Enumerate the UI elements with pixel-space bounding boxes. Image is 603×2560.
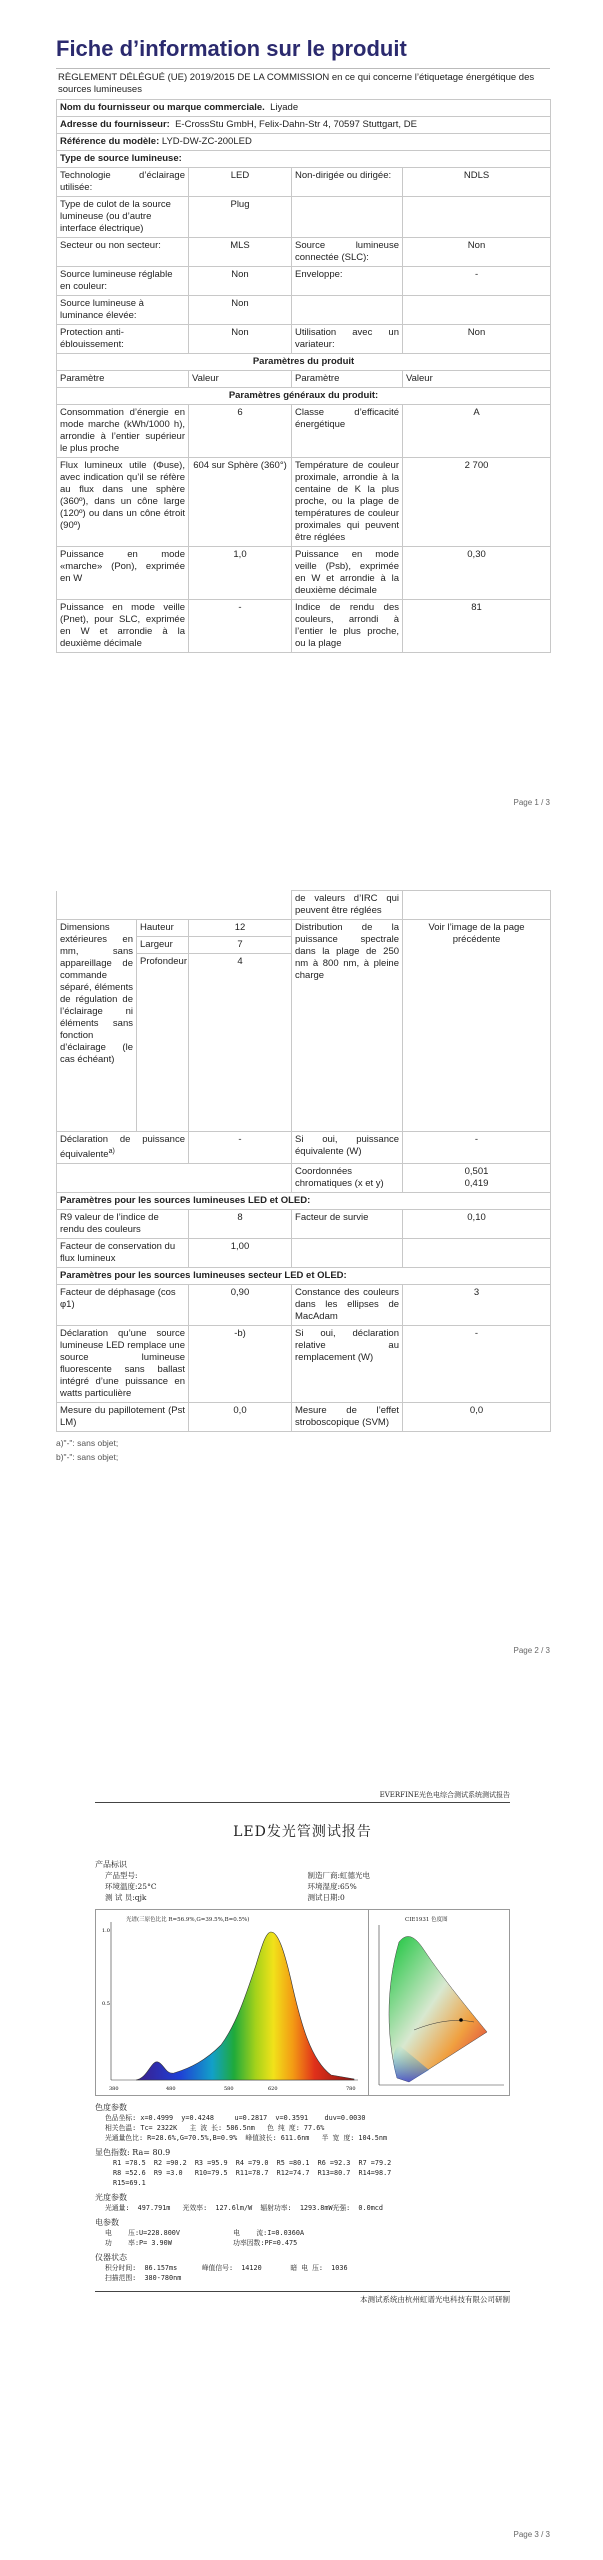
x-tick: 480 — [166, 2086, 176, 2092]
equiv-label — [57, 1132, 189, 1164]
params-header-row — [57, 354, 551, 371]
standby-value: 0,30 — [403, 547, 551, 600]
params-header: Paramètres du produit — [57, 354, 551, 371]
flux-label: Flux lumineux utile (Φuse), avec indication qu’il se réfère au flux dans une sphère (360º), dans un cône large (120º) ou dans un cône étroit (90º) — [57, 458, 189, 547]
color-line: 色品坐标: x=0.4999 y=0.4248 u=0.2817 v=0.3591 duv=0.0030 — [105, 2114, 366, 2122]
flux-value: 604 sur Sphère (360°) — [189, 458, 292, 547]
col-value-2: Valeur — [403, 371, 551, 388]
equiv-power-value: - — [403, 1132, 551, 1164]
glare-value: Non — [189, 325, 292, 354]
chroma-values — [403, 1164, 551, 1193]
table-row — [57, 1403, 551, 1432]
spd-value: Voir l’image de la page précédente — [403, 920, 551, 1132]
product-header: 产品标识 — [95, 1860, 127, 1869]
cct-value: 2 700 — [403, 458, 551, 547]
table-row — [57, 267, 551, 296]
replace-label: Déclaration qu’une source lumineuse LED remplace une source lumineuse fluorescente sans ballast intégré d’une puissance en watts particulière — [57, 1326, 189, 1403]
table-row — [57, 197, 551, 238]
table-row — [57, 920, 551, 937]
cri-value: 81 — [403, 600, 551, 653]
mains-value: MLS — [189, 238, 292, 267]
address-value: E-CrossStu GmbH, Felix-Dahn-Str 4, 70597 Stuttgart, DE — [175, 119, 417, 130]
table-row — [57, 1164, 551, 1193]
height-value: 12 — [189, 920, 292, 937]
macadam-label: Constance des couleurs dans les ellipses de MacAdam — [292, 1285, 403, 1326]
spectrum-curve — [136, 1932, 354, 2080]
model-value: LYD-DW-ZC-200LED — [161, 136, 252, 147]
table-row — [57, 1210, 551, 1239]
x-tick: 580 — [224, 2086, 234, 2092]
page-title: Fiche d’information sur le produit — [56, 36, 407, 61]
photo-header: 光度参数 — [95, 2193, 127, 2202]
spd-label: Distribution de la puissance spectrale dans la plage de 250 nm à 800 nm, à pleine charge — [292, 920, 403, 1132]
class-label: Classe d’efficacité énergétique — [292, 405, 403, 458]
page-number: Page 2 / 3 — [513, 1646, 550, 1655]
cri-label: Indice de rendu des couleurs, arrondi à l’entier le plus proche, ou la plage — [292, 600, 403, 653]
color-header: 色度参数 — [95, 2103, 127, 2112]
footnote-b: b)"-": sans objet; — [56, 1452, 119, 1463]
strobe-label: Mesure de l’effet stroboscopique (SVM) — [292, 1403, 403, 1432]
flicker-label: Mesure du papillotement (Pst LM) — [57, 1403, 189, 1432]
elec-line: 功 率:P= 3.90W 功率因数:PF=0.475 — [105, 2239, 298, 2247]
netstandby-value: - — [189, 600, 292, 653]
table-row — [57, 1132, 551, 1164]
flicker-value: 0,0 — [189, 1403, 292, 1432]
address-label: Adresse du fournisseur: — [60, 119, 170, 130]
general-header: Paramètres généraux du produit: — [57, 388, 551, 405]
page-number: Page 3 / 3 — [513, 2530, 550, 2539]
y-tick-1: 1.0 — [102, 1928, 110, 1934]
connected-label: Source lumineuse connectée (SLC): — [292, 238, 403, 267]
chroma-y: 0,419 — [464, 1178, 489, 1190]
table-row — [57, 891, 551, 920]
render-line: R15=69.1 — [113, 2179, 146, 2187]
supplier-row — [57, 100, 551, 117]
tech-value: LED — [189, 168, 292, 197]
type-header-row — [57, 151, 551, 168]
elec-header: 电参数 — [95, 2218, 119, 2227]
envelope-value: - — [403, 267, 551, 296]
chroma-label: Coordonnées chromatiques (x et y) — [292, 1164, 403, 1193]
x-tick: 620 — [268, 2086, 278, 2092]
depth-value: 4 — [189, 954, 292, 1132]
led-header-row — [57, 1193, 551, 1210]
glare-label: Protection anti-éblouissement: — [57, 325, 189, 354]
render-line: R8 =52.6 R9 =3.0 R10=79.5 R11=78.7 R12=74.7 R13=80.7 R14=98.7 — [113, 2169, 392, 2177]
strobe-value: 0,0 — [403, 1403, 551, 1432]
general-header-row — [57, 388, 551, 405]
highlum-label: Source lumineuse à luminance élevée: — [57, 296, 189, 325]
width-label: Largeur — [137, 937, 189, 954]
table-row — [57, 325, 551, 354]
supplier-label: Nom du fournisseur ou marque commerciale. — [60, 102, 265, 113]
lumen-label: Facteur de conservation du flux lumineux — [57, 1239, 189, 1268]
r9-label: R9 valeur de l’indice de rendu des couleurs — [57, 1210, 189, 1239]
tech-label: Technologie d’éclairage utilisée: — [57, 168, 189, 197]
table-row — [57, 1326, 551, 1403]
pf-label: Facteur de déphasage (cos φ1) — [57, 1285, 189, 1326]
page-number: Page 1 / 3 — [513, 798, 550, 807]
mains-label: Secteur ou non secteur: — [57, 238, 189, 267]
chart-area — [95, 1909, 510, 2096]
table-row — [57, 296, 551, 325]
spectrum-panel — [96, 1910, 369, 2095]
survival-label: Facteur de survie — [292, 1210, 403, 1239]
address-row — [57, 117, 551, 134]
height-label: Hauteur — [137, 920, 189, 937]
cap-label: Type de culot de la source lumineuse (ou d’autre interface électrique) — [57, 197, 189, 238]
inst-line: 积分时间: 86.157ms 峰值信号: 14120 暗 电 压: 1036 — [105, 2264, 348, 2272]
elec-line: 电 压:U=228.800V 电 流:I=0.0360A — [105, 2229, 305, 2237]
report-footer: 本测试系统由杭州虹谱光电科技有限公司研制 — [95, 2291, 510, 2305]
colour-label: Source lumineuse réglable en couleur: — [57, 267, 189, 296]
dimmable-label: Utilisation avec un variateur: — [292, 325, 403, 354]
depth-label: Profondeur — [137, 954, 189, 1132]
width-value: 7 — [189, 937, 292, 954]
lumen-value: 1,00 — [189, 1239, 292, 1268]
replace-value: -b) — [189, 1326, 292, 1403]
dims-label: Dimensions extérieures en mm, sans appareillage de commande séparé, éléments de régulation de l’éclairage ni éléments sans fonction d’éclairage (le cas échéant) — [57, 920, 137, 1132]
dimmable-value: Non — [403, 325, 551, 354]
product-info — [95, 1870, 510, 1903]
equiv-label-text: Déclaration de puissance équivalente — [60, 1134, 185, 1161]
envelope-label: Enveloppe: — [292, 267, 403, 296]
column-header-row — [57, 371, 551, 388]
report-header: EVERFINE光色电综合测试系统测试报告 — [95, 1790, 510, 1803]
chroma-x: 0,501 — [464, 1166, 489, 1178]
table-row — [57, 405, 551, 458]
mains-header-row — [57, 1268, 551, 1285]
cap-value: Plug — [189, 197, 292, 238]
footnote-a: a)"-": sans objet; — [56, 1438, 119, 1449]
cie-chart — [369, 1910, 510, 2095]
photo-line: 光通量: 497.791m 光效率: 127.6lm/W 辐射功率: 1293.8mW光强: 0.0mcd — [105, 2204, 383, 2212]
col-value-1: Valeur — [189, 371, 292, 388]
manufacturer-line: 制造厂商:虹德光电 — [307, 1871, 371, 1880]
equiv-power-label: Si oui, puissance équivalente (W) — [292, 1132, 403, 1164]
supplier-value: Liyade — [270, 102, 299, 113]
table-row — [57, 1239, 551, 1268]
r9-value: 8 — [189, 1210, 292, 1239]
equiv-value: - — [189, 1132, 292, 1164]
equiv-sup: a) — [108, 1148, 115, 1155]
chromaticity-point — [459, 2018, 463, 2022]
class-value: A — [403, 405, 551, 458]
product-fiche-sheet — [56, 0, 550, 653]
col-param-1: Paramètre — [57, 371, 189, 388]
report-title: LED发光管测试报告 — [233, 1824, 372, 1840]
table-row — [57, 547, 551, 600]
power-value: 1,0 — [189, 547, 292, 600]
mains-header: Paramètres pour les sources lumineuses secteur LED et OLED: — [57, 1268, 551, 1285]
table-row — [57, 168, 551, 197]
survival-value: 0,10 — [403, 1210, 551, 1239]
highlum-value: Non — [189, 296, 292, 325]
type-header: Type de source lumineuse: — [57, 151, 551, 168]
pf-value: 0,90 — [189, 1285, 292, 1326]
product-fiche-sheet-2 — [56, 890, 550, 1464]
page-1 — [0, 0, 603, 820]
fiche-table-1 — [56, 99, 551, 653]
macadam-value: 3 — [403, 1285, 551, 1326]
cct-label: Température de couleur proximale, arrondie à la centaine de K la plus proche, ou la plage de températures de couleur proximales qui peuvent être réglées — [292, 458, 403, 547]
cie-title: CIE1931 色度图 — [405, 1917, 448, 1923]
render-line: R1 =78.5 R2 =90.2 R3 =95.9 R4 =79.0 R5 =80.1 R6 =92.3 R7 =79.2 — [113, 2159, 392, 2167]
table-row — [57, 1285, 551, 1326]
power-label: Puissance en mode «marche» (Pon), exprimée en W — [57, 547, 189, 600]
tester-line: 测 试 员:qjk — [105, 1893, 147, 1902]
inst-line: 扫描范围: 380-780nm — [105, 2274, 182, 2282]
replace-watt-value: - — [403, 1326, 551, 1403]
table-row — [57, 600, 551, 653]
temp-line: 环境温度:25°C — [105, 1882, 157, 1891]
model-label: Référence du modèle: — [60, 136, 160, 147]
regulation-text: RÈGLEMENT DÉLÉGUÉ (UE) 2019/2015 DE LA COMMISSION en ce qui concerne l’étiquetage énergétique des sources lumineuses — [56, 68, 550, 99]
y-tick-05: 0.5 — [102, 2001, 110, 2007]
spectrum-chart — [96, 1910, 368, 2095]
date-line: 测试日期:0 — [307, 1893, 345, 1902]
table-row — [57, 458, 551, 547]
col-param-2: Paramètre — [292, 371, 403, 388]
render-header: 显色指数: Ra= 80.9 — [95, 2148, 171, 2157]
colour-value: Non — [189, 267, 292, 296]
nondirected-value: NDLS — [403, 168, 551, 197]
cie-panel — [369, 1910, 510, 2095]
consumption-label: Consommation d’énergie en mode marche (kWh/1000 h), arrondie à l’entier supérieur le plus proche — [57, 405, 189, 458]
nondirected-label: Non-dirigée ou dirigée: — [292, 168, 403, 197]
page-3 — [0, 1760, 603, 2560]
humidity-line: 环境湿度:65% — [307, 1882, 357, 1891]
color-line: 光通量色比: R=28.6%,G=70.5%,B=0.9% 峰值波长: 611.6nm 半 宽 度: 104.5nm — [105, 2134, 388, 2142]
inst-header: 仪器状态 — [95, 2253, 127, 2262]
fiche-table-2 — [56, 890, 551, 1432]
page-2 — [0, 820, 603, 1680]
connected-value: Non — [403, 238, 551, 267]
led-header: Paramètres pour les sources lumineuses LED et OLED: — [57, 1193, 551, 1210]
table-row — [57, 238, 551, 267]
replace-watt-label: Si oui, déclaration relative au remplacement (W) — [292, 1326, 403, 1403]
cri-cont: de valeurs d’IRC qui peuvent être réglées — [292, 891, 403, 920]
model-line: 产品型号: — [105, 1871, 138, 1880]
spectrum-title: 光谱(三原色比比 R=56.9%,G=39.5%,B=0.5%) — [126, 1917, 250, 1923]
model-row — [57, 134, 551, 151]
x-tick: 380 — [109, 2086, 119, 2092]
netstandby-label: Puissance en mode veille (Pnet), pour SLC, exprimée en W et arrondie à la deuxième décimale — [57, 600, 189, 653]
consumption-value: 6 — [189, 405, 292, 458]
x-tick: 780 — [346, 2086, 356, 2092]
test-report — [95, 1790, 510, 2305]
color-line: 相关色温: Tc= 2322K 主 波 长: 586.5nm 色 纯 度: 77.6% — [105, 2124, 325, 2132]
standby-label: Puissance en mode veille (Psb), exprimée en W et arrondie à la deuxième décimale — [292, 547, 403, 600]
